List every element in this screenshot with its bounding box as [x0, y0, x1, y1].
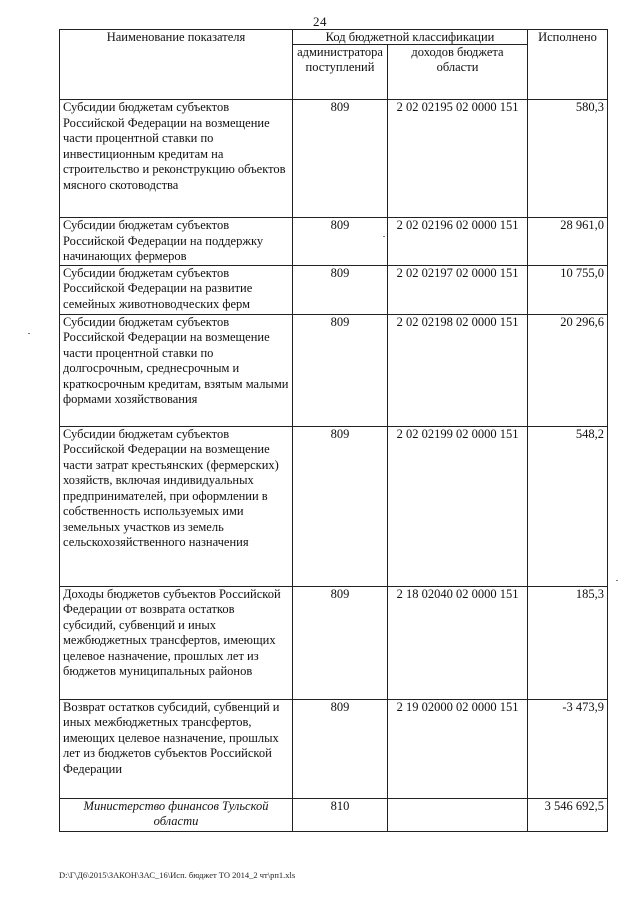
row-admin-code: 809 — [293, 699, 388, 798]
row-executed: 580,3 — [528, 100, 608, 218]
table-row — [60, 586, 608, 699]
table-row-total — [60, 798, 608, 831]
row-revenue-code — [388, 798, 528, 831]
scan-speck — [616, 580, 618, 581]
table-row — [60, 314, 608, 426]
row-admin-code: 809 — [293, 100, 388, 218]
row-name: Доходы бюджетов субъектов Российской Федерации от возврата остатков субсидий, субвенций и иных межбюджетных трансфертов, имеющих целевое назначение, прошлых лет из бюджетов муниципальных районов — [60, 586, 293, 699]
row-revenue-code: 2 19 02000 02 0000 151 — [388, 699, 528, 798]
table-row — [60, 100, 608, 218]
row-admin-code: 809 — [293, 426, 388, 586]
row-revenue-code: 2 02 02196 02 0000 151 — [388, 218, 528, 266]
table-row — [60, 699, 608, 798]
table-row — [60, 218, 608, 266]
table-row — [60, 426, 608, 586]
row-admin-code: 809 — [293, 265, 388, 314]
row-executed: 3 546 692,5 — [528, 798, 608, 831]
row-revenue-code: 2 02 02195 02 0000 151 — [388, 100, 528, 218]
row-executed: -3 473,9 — [528, 699, 608, 798]
row-revenue-code: 2 02 02197 02 0000 151 — [388, 265, 528, 314]
row-name: Субсидии бюджетам субъектов Российской Федерации на возмещение части затрат крестьянских (фермерских) хозяйств, включая индивидуальных предпринимателей, при оформлении в собственность используемых ими земельных участков из земель сельскохозяйственного назначения — [60, 426, 293, 586]
header-executed: Исполнено — [528, 30, 608, 100]
row-executed: 548,2 — [528, 426, 608, 586]
header-code-group: Код бюджетной классификации — [293, 30, 528, 45]
row-admin-code: 810 — [293, 798, 388, 831]
row-name: Субсидии бюджетам субъектов Российской Федерации на возмещение части процентной ставки по долгосрочным, среднесрочным и краткосрочным кредитам, взятым малыми формами хозяйствования — [60, 314, 293, 426]
header-row-top — [60, 30, 608, 45]
row-executed: 185,3 — [528, 586, 608, 699]
page-number: 24 — [313, 14, 327, 29]
row-revenue-code: 2 02 02198 02 0000 151 — [388, 314, 528, 426]
table-row — [60, 265, 608, 314]
row-executed: 10 755,0 — [528, 265, 608, 314]
row-name: Субсидии бюджетам субъектов Российской Федерации на поддержку начинающих фермеров — [60, 218, 293, 266]
row-admin-code: 809 — [293, 314, 388, 426]
header-revenue: доходов бюджета области — [388, 45, 528, 100]
row-revenue-code: 2 18 02040 02 0000 151 — [388, 586, 528, 699]
row-name: Субсидии бюджетам субъектов Российской Федерации на развитие семейных животноводческих ферм — [60, 265, 293, 314]
budget-table — [59, 29, 608, 832]
row-admin-code: 809 — [293, 586, 388, 699]
scan-speck — [383, 236, 385, 237]
file-path-footer: D:\Г\Д6\2015\ЗАКОН\ЗАС_16\Исп. бюджет ТО 2014_2 чт\рп1.xls — [59, 870, 296, 880]
row-name: Министерство финансов Тульской области — [60, 798, 293, 831]
row-name: Субсидии бюджетам субъектов Российской Федерации на возмещение части процентной ставки по инвестиционным кредитам на строительство и реконструкцию объектов мясного скотоводства — [60, 100, 293, 218]
row-revenue-code: 2 02 02199 02 0000 151 — [388, 426, 528, 586]
row-executed: 28 961,0 — [528, 218, 608, 266]
scan-speck — [28, 333, 30, 334]
header-name: Наименование показателя — [60, 30, 293, 100]
header-admin: администратора поступлений — [293, 45, 388, 100]
row-name: Возврат остатков субсидий, субвенций и иных межбюджетных трансфертов, имеющих целевое назначение, прошлых лет из бюджетов субъектов Российской Федерации — [60, 699, 293, 798]
row-executed: 20 296,6 — [528, 314, 608, 426]
row-admin-code: 809 — [293, 218, 388, 266]
